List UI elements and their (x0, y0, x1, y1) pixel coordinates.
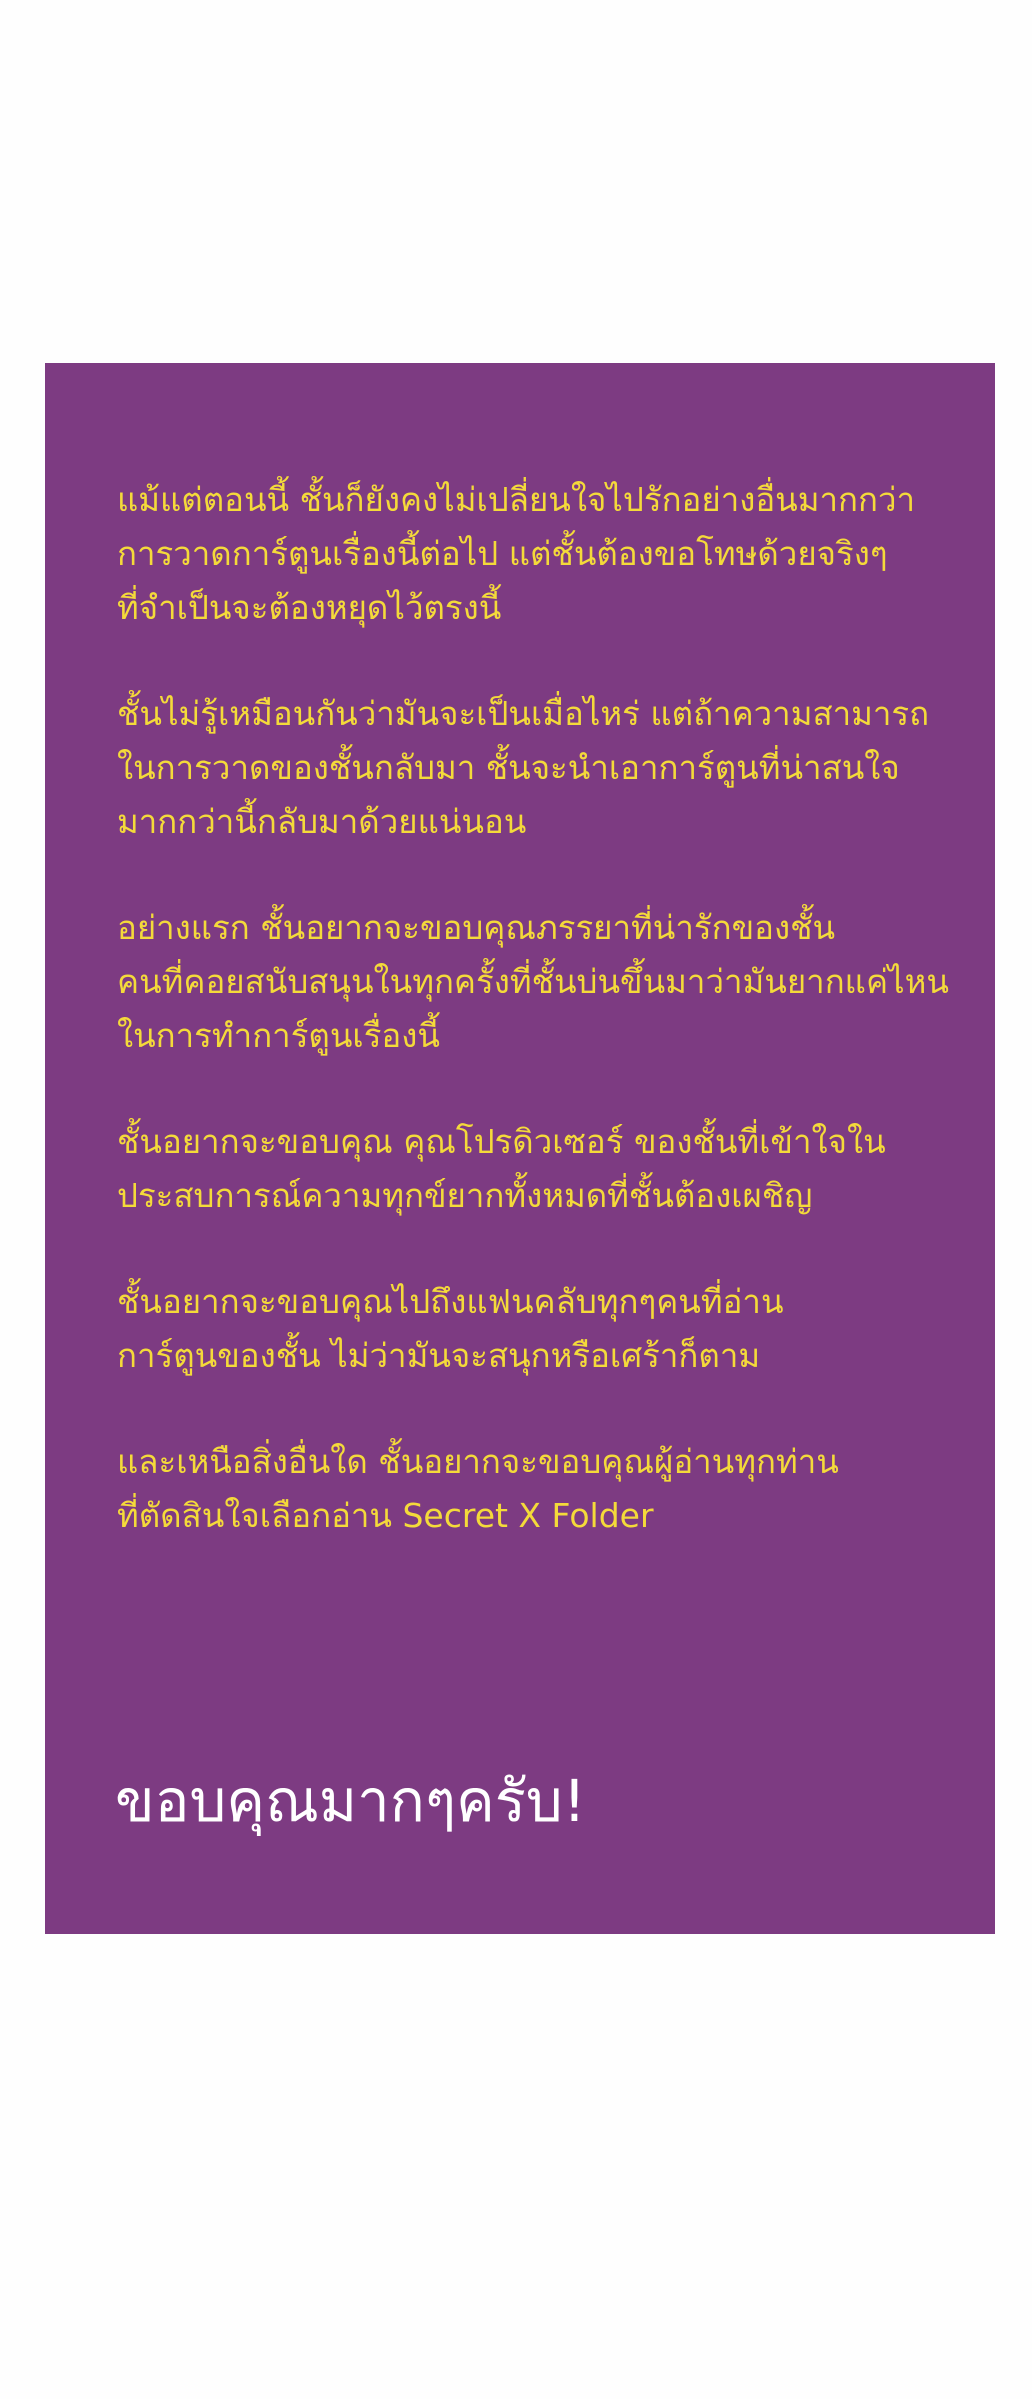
message-paragraph (117, 1115, 935, 1223)
message-paragraph (117, 901, 949, 1063)
message-line: ชั้นอยากจะขอบคุณ คุณโปรดิวเซอร์ ของชั้นที่เข้าใจใน (117, 1122, 886, 1161)
message-paragraph (117, 687, 935, 849)
message-line: การ์ตูนของชั้น ไม่ว่ามันจะสนุกหรือเศร้าก็ตาม (117, 1336, 761, 1375)
message-paragraph (117, 1275, 935, 1383)
message-line: คนที่คอยสนับสนุนในทุกครั้งที่ชั้นบ่นขึ้นมาว่ามันยากแค่ไหน (117, 962, 949, 1001)
message-line: ที่ตัดสินใจเลือกอ่าน Secret X Folder (117, 1496, 654, 1535)
message-line: แม้แต่ตอนนี้ ชั้นก็ยังคงไม่เปลี่ยนใจไปรักอย่างอื่นมากกว่า (117, 480, 916, 519)
message-line: มากกว่านี้กลับมาด้วยแน่นอน (117, 802, 527, 841)
message-paragraph (117, 1435, 935, 1543)
message-line: ในการวาดของชั้นกลับมา ชั้นจะนำเอาการ์ตูนที่น่าสนใจ (117, 748, 900, 787)
message-line: และเหนือสิ่งอื่นใด ชั้นอยากจะขอบคุณผู้อ่านทุกท่าน (117, 1442, 839, 1481)
message-line: ในการทำการ์ตูนเรื่องนี้ (117, 1016, 440, 1055)
message-panel (45, 363, 995, 1934)
message-line: ชั้นไม่รู้เหมือนกันว่ามันจะเป็นเมื่อไหร่ แต่ถ้าความสามารถ (117, 694, 930, 733)
closing-thanks: ขอบคุณมากๆครับ! (115, 1767, 586, 1835)
message-line: ชั้นอยากจะขอบคุณไปถึงแฟนคลับทุกๆคนที่อ่าน (117, 1282, 784, 1321)
message-paragraph (117, 473, 935, 635)
message-line: ประสบการณ์ความทุกข์ยากทั้งหมดที่ชั้นต้องเผชิญ (117, 1176, 813, 1215)
message-line: อย่างแรก ชั้นอยากจะขอบคุณภรรยาที่น่ารักของชั้น (117, 908, 836, 947)
message-line: การวาดการ์ตูนเรื่องนี้ต่อไป แต่ชั้นต้องขอโทษด้วยจริงๆ (117, 534, 888, 573)
message-line: ที่จำเป็นจะต้องหยุดไว้ตรงนี้ (117, 588, 502, 627)
